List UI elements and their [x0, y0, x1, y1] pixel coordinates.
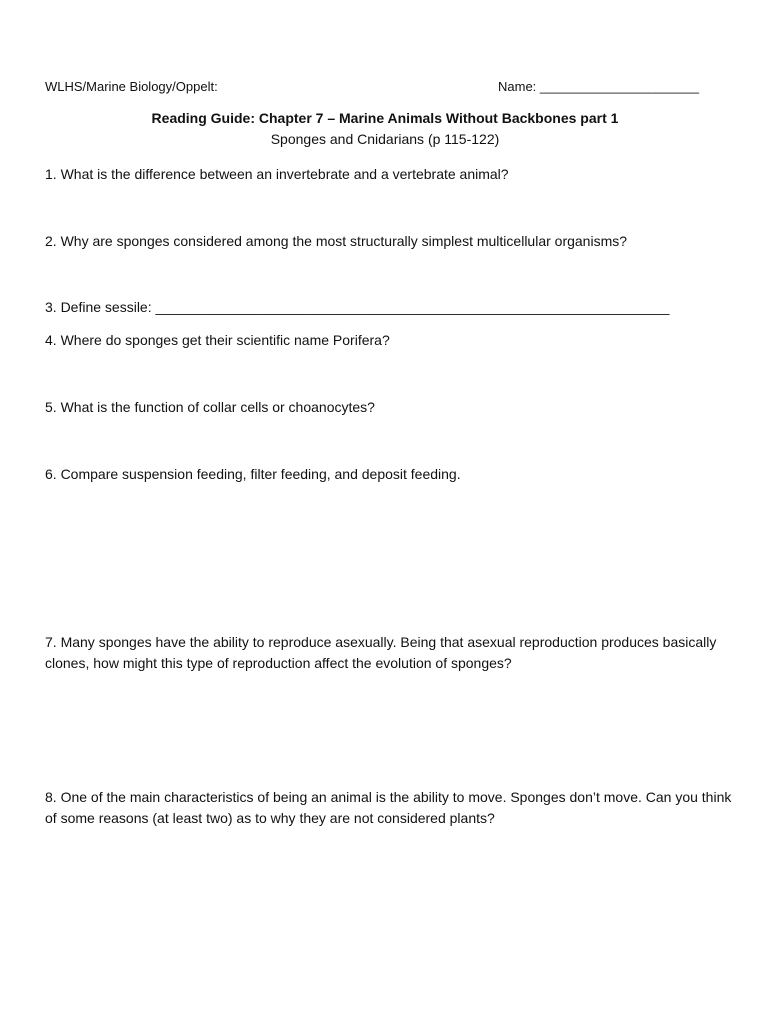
page-subtitle: Sponges and Cnidarians (p 115-122)	[270, 131, 500, 147]
question-6: 6. Compare suspension feeding, filter feeding, and deposit feeding.	[45, 466, 461, 482]
question-1: 1. What is the difference between an invertebrate and a vertebrate animal?	[45, 166, 509, 182]
question-5: 5. What is the function of collar cells or choanocytes?	[45, 399, 375, 415]
page-title: Reading Guide: Chapter 7 – Marine Animals Without Backbones part 1	[151, 110, 619, 126]
question-8: 8. One of the main characteristics of being an animal is the ability to move. Sponges don’t move. Can you think of some reasons (at least two) as to why they are not considered plants?	[45, 789, 732, 826]
course-header: WLHS/Marine Biology/Oppelt:	[45, 79, 218, 94]
name-field: Name: ______________________	[498, 79, 699, 94]
question-7: 7. Many sponges have the ability to reproduce asexually. Being that asexual reproduction produces basically clones, how might this type of reproduction affect the evolution of sponges?	[45, 634, 717, 671]
question-2: 2. Why are sponges considered among the most structurally simplest multicellular organisms?	[45, 233, 628, 249]
question-4: 4. Where do sponges get their scientific name Porifera?	[45, 332, 390, 348]
question-3: 3. Define sessile: __________________________________________________________________	[45, 299, 670, 315]
